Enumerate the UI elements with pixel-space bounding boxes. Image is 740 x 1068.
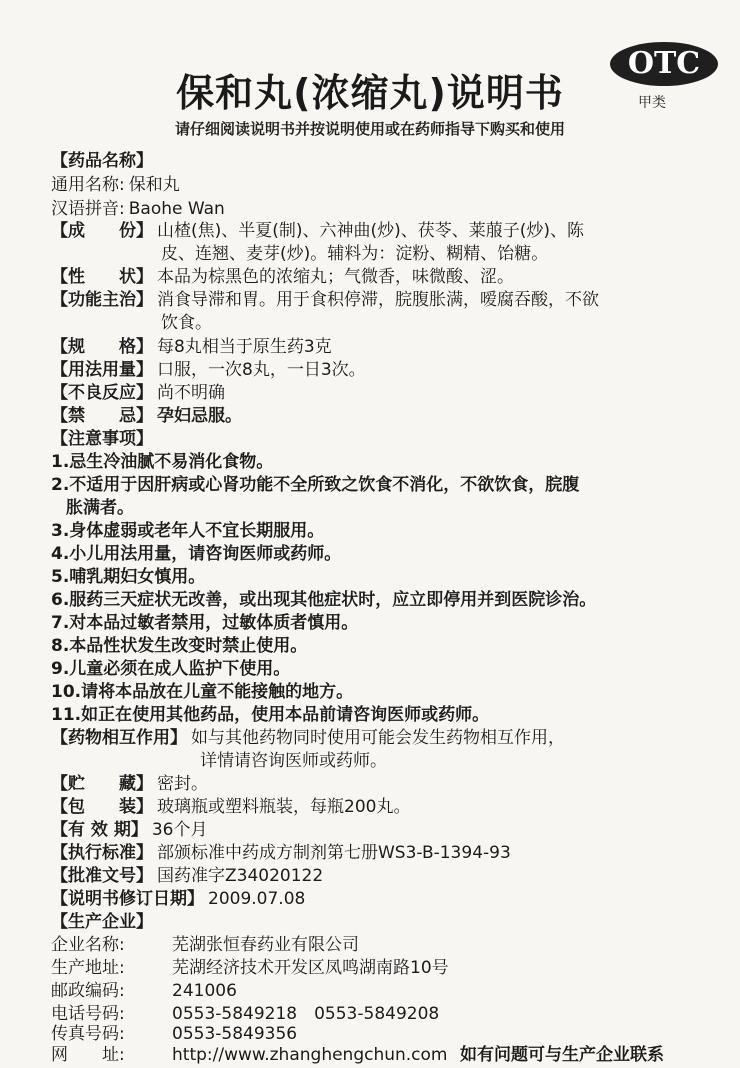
generic-name-label: 通用名称:	[51, 175, 125, 195]
specification-value: 每8丸相当于原生药3克	[157, 337, 332, 357]
manufacturer-row	[51, 1003, 125, 1025]
manufacturer-field-label: 传真号码:	[51, 1024, 125, 1044]
interactions-row	[51, 727, 565, 749]
document-subtitle: 请仔细阅读说明书并按说明使用或在药师指导下购买和使用	[174, 120, 565, 138]
specification-row	[51, 336, 332, 358]
manufacturer-address-value: 芜湖经济技术开发区凤鸣湖南路10号	[172, 958, 449, 978]
precaution-item-continued: 胀满者。	[66, 498, 134, 518]
package-value: 玻璃瓶或塑料瓶装，每瓶200丸。	[157, 797, 411, 817]
document-title: 保和丸(浓缩丸)说明书	[176, 71, 564, 115]
manufacturer-field-label: 电话号码:	[51, 1004, 125, 1024]
manufacturer-field-label: 生产地址:	[51, 958, 125, 978]
website-link[interactable]: http://www.zhanghengchun.com	[172, 1045, 448, 1065]
contraindications-label: 【禁 忌】	[51, 406, 153, 426]
specification-label: 【规 格】	[51, 337, 153, 357]
fax-value: 0553-5849356	[172, 1024, 298, 1044]
otc-badge: OTC	[610, 42, 718, 86]
precaution-item: 11.如正在使用其他药品，使用本品前请咨询医师或药师。	[51, 705, 490, 725]
dosage-value: 口服，一次8丸，一日3次。	[157, 360, 366, 380]
manufacturer-name-value: 芜湖张恒春药业有限公司	[172, 935, 359, 955]
package-label: 【包 装】	[51, 797, 153, 817]
indications-row	[51, 289, 599, 311]
manufacturer-row	[51, 957, 125, 979]
contraindications-value: 孕妇忌服。	[157, 406, 242, 426]
storage-label: 【贮 藏】	[51, 774, 153, 794]
precaution-item: 4.小儿用法用量，请咨询医师或药师。	[51, 544, 342, 564]
generic-name-row	[51, 174, 180, 196]
appearance-label: 【性 状】	[51, 267, 153, 287]
interactions-value-1: 如与其他药物同时使用可能会发生药物相互作用，	[191, 728, 565, 748]
manufacturer-row	[51, 980, 125, 1002]
precaution-item: 10.请将本品放在儿童不能接触的地方。	[51, 682, 354, 702]
precaution-item: 5.哺乳期妇女慎用。	[51, 567, 206, 587]
indications-label: 【功能主治】	[51, 290, 153, 310]
postal-code-value: 241006	[172, 981, 237, 1001]
pinyin-label: 汉语拼音:	[51, 199, 125, 219]
manufacturer-heading: 【生产企业】	[51, 912, 153, 932]
contraindications-row	[51, 405, 242, 427]
manufacturer-field-label: 网 址:	[51, 1045, 125, 1065]
approval-value: 国药准字Z34020122	[157, 866, 324, 886]
manufacturer-row	[51, 934, 125, 956]
footer-note: 如有问题可与生产企业联系	[460, 1045, 664, 1065]
precaution-item: 7.对本品过敏者禁用，过敏体质者慎用。	[51, 613, 359, 633]
validity-value: 36个月	[151, 820, 208, 840]
interactions-label: 【药物相互作用】	[51, 728, 187, 748]
indications-value-2: 饮食。	[161, 313, 212, 333]
dosage-label: 【用法用量】	[51, 360, 153, 380]
otc-class-label: 甲类	[638, 95, 666, 111]
standard-row	[51, 842, 511, 864]
pinyin-row	[51, 198, 225, 220]
precautions-heading: 【注意事项】	[51, 429, 153, 449]
precaution-item: 9.儿童必须在成人监护下使用。	[51, 659, 291, 679]
precaution-item: 6.服药三天症状无改善，或出现其他症状时，应立即停用并到医院诊治。	[51, 590, 597, 610]
precaution-item: 1.忌生冷油腻不易消化食物。	[51, 452, 274, 472]
revision-label: 【说明书修订日期】	[51, 889, 204, 909]
standard-label: 【执行标准】	[51, 843, 153, 863]
ingredients-value-1: 山楂(焦)、半夏(制)、六神曲(炒)、茯苓、莱菔子(炒)、陈	[157, 221, 585, 241]
ingredients-label: 【成 份】	[51, 221, 153, 241]
interactions-value-2: 详情请咨询医师或药师。	[200, 751, 387, 771]
revision-value: 2009.07.08	[208, 889, 306, 909]
ingredients-value-2: 皮、连翘、麦芽(炒)。辅料为：淀粉、糊精、饴糖。	[161, 244, 549, 264]
phone-value: 0553-5849218 0553-5849208	[172, 1004, 440, 1024]
precaution-item: 3.身体虚弱或老年人不宜长期服用。	[51, 521, 325, 541]
precaution-item: 8.本品性状发生改变时禁止使用。	[51, 636, 308, 656]
drug-name-heading: 【药品名称】	[51, 151, 153, 171]
generic-name-value: 保和丸	[128, 175, 180, 195]
appearance-value: 本品为棕黑色的浓缩丸；气微香，味微酸、涩。	[157, 267, 514, 287]
appearance-row	[51, 266, 514, 288]
manufacturer-field-label: 邮政编码:	[51, 981, 125, 1001]
manufacturer-row	[51, 1045, 125, 1065]
adverse-label: 【不良反应】	[51, 383, 153, 403]
validity-label: 【有 效 期】	[51, 820, 148, 840]
storage-value: 密封。	[157, 774, 208, 794]
manufacturer-row	[51, 1024, 125, 1044]
manufacturer-field-label: 企业名称:	[51, 935, 125, 955]
pinyin-value: Baohe Wan	[128, 199, 225, 219]
storage-row	[51, 773, 208, 795]
precaution-item: 2.不适用于因肝病或心肾功能不全所致之饮食不消化，不欲饮食，脘腹	[51, 475, 580, 495]
approval-label: 【批准文号】	[51, 866, 153, 886]
validity-row	[51, 819, 207, 841]
dosage-row	[51, 359, 366, 381]
approval-row	[51, 865, 323, 887]
revision-row	[51, 888, 305, 910]
adverse-row	[51, 382, 225, 404]
package-row	[51, 796, 410, 818]
standard-value: 部颁标准中药成方制剂第七册WS3-B-1394-93	[157, 843, 511, 863]
adverse-value: 尚不明确	[157, 383, 225, 403]
indications-value-1: 消食导滞和胃。用于食积停滞，脘腹胀满，嗳腐吞酸，不欲	[157, 290, 599, 310]
ingredients-row	[51, 220, 584, 242]
